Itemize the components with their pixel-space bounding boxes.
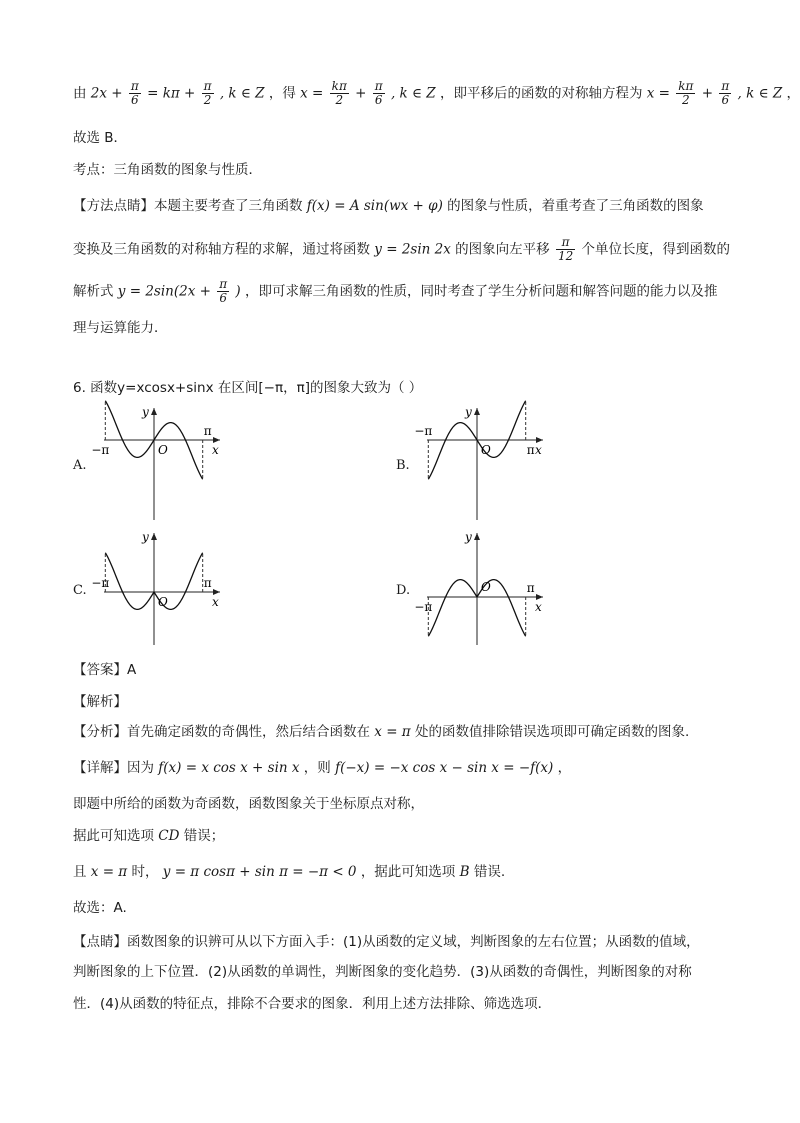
y-axis-arrow	[474, 408, 480, 415]
and-a: 且	[73, 864, 87, 880]
fenxi-b: 处的函数值排除错误选项即可确定函数的图象.	[414, 724, 690, 740]
cd-wrong-a: 据此可知选项	[73, 828, 154, 844]
xiangjie-line	[73, 758, 571, 778]
fenxi-a: 【分析】首先确定函数的奇偶性，然后结合函数在	[73, 724, 370, 740]
x-label: x	[535, 600, 542, 614]
method-l2-formula: y = 2sin 2x	[374, 241, 451, 258]
kz-a: , k ∈ Z	[390, 85, 436, 102]
x-label: x	[535, 443, 542, 457]
xiangjie-c: ，	[557, 760, 572, 776]
frac-pi-6-c: $\frac{\pi}{6}$	[721, 79, 730, 107]
method-l3-a: 解析式	[73, 283, 114, 300]
method-line-1	[73, 196, 704, 216]
pi-label: π	[526, 581, 535, 595]
method-line-2	[73, 236, 730, 263]
pi-label: π	[526, 443, 535, 457]
kaodian-line: 考点：三角函数的图象与性质．	[73, 162, 262, 178]
y-label: y	[465, 530, 472, 544]
fenxi-formula: x = π	[374, 724, 411, 740]
dianjing-line-2: 判断图象的上下位置．(2)从函数的单调性，判断图象的变化趋势．(3)从函数的奇偶性，判断图象的对称	[73, 964, 692, 980]
method-l1-b: 的图象与性质，着重考查了三角函数的图象	[447, 198, 704, 214]
method-l3-b: ，即可求解三角函数的性质，同时考查了学生分析问题和解答问题的能力以及推	[244, 283, 718, 300]
frac-pi-2-a: $\frac{\pi}{2}$	[203, 79, 212, 107]
x-pi-line	[73, 862, 505, 882]
neg-pi-label: −π	[414, 424, 433, 438]
and-d: 错误.	[473, 864, 506, 880]
xiangjie-formula-2: f(−x) = −x cos x − sin x = −f(x)	[335, 760, 554, 776]
xiangjie-formula-1: f(x) = x cos x + sin x	[158, 760, 300, 776]
cd-wrong-formula: CD	[158, 828, 180, 844]
frac-pi-12: $\frac{\pi}{12}$	[557, 235, 574, 263]
answer-line: 【答案】A	[73, 662, 137, 678]
neg-pi-label: −π	[91, 576, 110, 590]
eq1-b: = kπ +	[147, 85, 196, 102]
method-l2-a: 变换及三角函数的对称轴方程的求解，通过将函数	[73, 241, 370, 258]
text-mid: ，即平移后的函数的对称轴方程为	[439, 85, 643, 102]
and-formula-1: x = π	[90, 864, 128, 880]
origin-label: O	[481, 580, 491, 594]
x-eq-a: x =	[300, 85, 324, 102]
pi-label: π	[203, 576, 212, 590]
method-l2-c: 个单位长度，得到函数的	[581, 241, 731, 258]
and-formula-2: y = π cosπ + sin π = −π < 0	[162, 864, 357, 880]
and-c: ，据此可知选项	[360, 864, 456, 880]
fenxi-line	[73, 722, 689, 742]
and-formula-3: B	[459, 864, 470, 880]
frac-pi-6-d: $\frac{\pi}{6}$	[219, 277, 228, 305]
neg-pi-label: −π	[414, 600, 433, 614]
text-end: ，	[786, 85, 800, 102]
option-b-graph	[415, 402, 555, 522]
analysis-tag: 【解析】	[73, 694, 127, 710]
origin-label: O	[158, 595, 168, 609]
option-a-graph	[92, 402, 232, 522]
method-l1-formula: f(x) = A sin(wx + φ)	[306, 198, 443, 214]
method-l3-formula: y = 2sin(2x +	[117, 283, 211, 300]
method-line-3	[73, 278, 717, 305]
frac-kpi-2-b: $\frac{k\pi}{2}$	[678, 79, 694, 107]
text-by: 由	[73, 85, 87, 102]
method-l1-a: 【方法点睛】本题主要考查了三角函数	[73, 198, 303, 214]
question-6-stem: 6. 函数y=xcosx+sinx 在区间[−π，π]的图象大致为（ ）	[73, 380, 423, 396]
x-label: x	[212, 595, 219, 609]
cd-wrong-b: 错误；	[183, 828, 225, 844]
choose-b-line: 故选 B．	[73, 130, 128, 146]
and-b: 时，	[131, 864, 159, 880]
xiangjie-a: 【详解】因为	[73, 760, 154, 776]
odd-function-line: 即题中所给的函数为奇函数，函数图象关于坐标原点对称，	[73, 796, 424, 812]
frac-pi-6-b: $\frac{\pi}{6}$	[374, 79, 383, 107]
x-eq-b: x =	[646, 85, 670, 102]
origin-label: O	[158, 443, 168, 457]
option-c-letter[interactable]: C.	[73, 583, 87, 598]
y-axis-arrow	[151, 533, 157, 540]
method-l3-close: )	[235, 283, 241, 300]
text-get: ，得	[268, 85, 296, 102]
symmetry-axis-line	[73, 80, 800, 107]
y-label: y	[142, 405, 149, 419]
eq1-a: 2x +	[90, 85, 123, 102]
x-label: x	[212, 443, 219, 457]
option-b-letter[interactable]: B.	[396, 458, 410, 473]
cd-wrong-line	[73, 826, 224, 846]
kz-b: , k ∈ Z	[737, 85, 783, 102]
origin-label: O	[481, 443, 491, 457]
neg-pi-label: −π	[91, 443, 110, 457]
method-l2-b: 的图象向左平移	[455, 241, 550, 258]
choose-a-line: 故选：A.	[73, 900, 127, 916]
option-d-letter[interactable]: D.	[396, 583, 411, 598]
option-d-graph	[415, 527, 555, 647]
eq1-c: , k ∈ Z	[219, 85, 265, 102]
dianjing-line-1: 【点睛】函数图象的识辨可从以下方面入手：(1)从函数的定义域，判断图象的左右位置；从函数的值域，	[73, 934, 700, 950]
pi-label: π	[203, 424, 212, 438]
frac-pi-6-a: $\frac{\pi}{6}$	[130, 79, 139, 107]
dianjing-line-3: 性．(4)从函数的特征点，排除不合要求的图象．利用上述方法排除、筛选选项．	[73, 996, 552, 1012]
plus-a: +	[355, 85, 367, 102]
y-axis-arrow	[474, 533, 480, 540]
frac-kpi-2-a: $\frac{k\pi}{2}$	[331, 79, 347, 107]
plus-b: +	[701, 85, 714, 102]
option-a-letter[interactable]: A.	[73, 458, 87, 473]
y-label: y	[142, 530, 149, 544]
y-label: y	[465, 405, 472, 419]
xiangjie-b: ，则	[303, 760, 331, 776]
y-axis-arrow	[151, 408, 157, 415]
method-line-4: 理与运算能力．	[73, 320, 168, 336]
option-c-graph	[92, 527, 232, 647]
